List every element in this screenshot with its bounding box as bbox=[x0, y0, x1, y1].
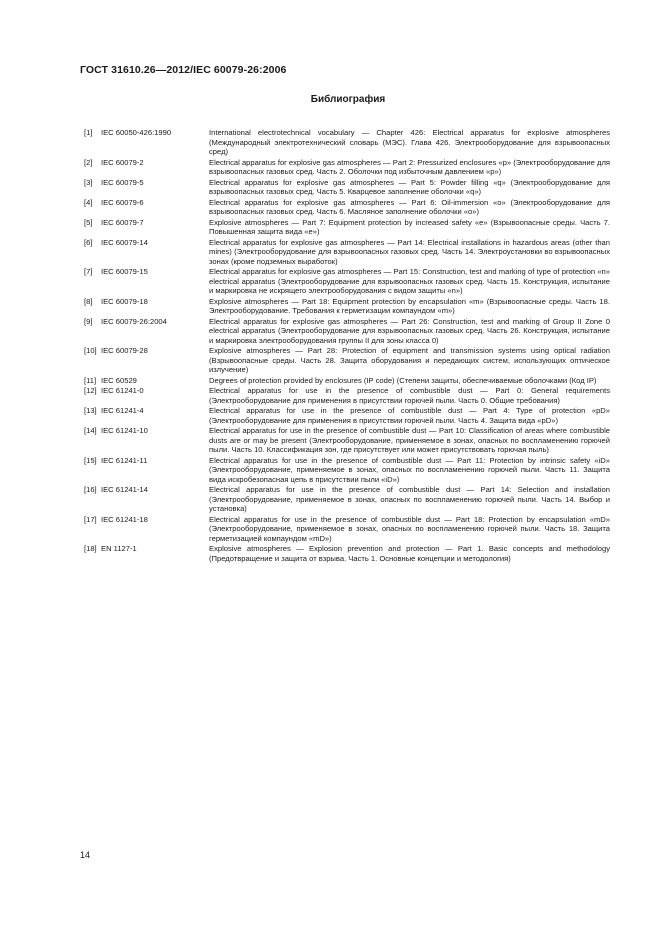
entry-standard-ref: IEC 61241-18 bbox=[101, 514, 148, 524]
entry-number: [5] bbox=[84, 217, 93, 227]
entry-standard-ref: IEC 60079-18 bbox=[101, 296, 148, 306]
entry-standard-ref: IEC 60079-26:2004 bbox=[101, 316, 167, 326]
entry-description: Electrical apparatus for use in the presence of combustible dust — Part 18: Protection by encapsulation «mD» (Электрооборудование, применяемое в зонах, опасных по воспламенению горючей пыли. Часть 18. Защита герметизацией компаундом «mD») bbox=[209, 514, 610, 543]
entry-description: Electrical apparatus for use in the presence of combustible dust — Part 4: Type of protection «pD» (Электрооборудование для применения в присутствии горючей пыли. Часть 4. Защита вида «pD») bbox=[209, 406, 610, 425]
bibliography-entry bbox=[84, 376, 610, 386]
entry-description: Degrees of protection provided by enclosures (IP code) (Степени защиты, обеспечиваемые оболочками (Код IP) bbox=[209, 375, 597, 385]
entry-number: [4] bbox=[84, 197, 93, 207]
entry-standard-ref: IEC 60079-7 bbox=[101, 217, 144, 227]
entry-number: [9] bbox=[84, 316, 93, 326]
entry-description: Electrical apparatus for explosive gas atmospheres — Part 5: Powder filling «q» (Электрооборудование для взрывоопасных газовых сред. Часть 5. Кварцевое заполнение оболочки «q») bbox=[209, 177, 610, 196]
bibliography-entry bbox=[84, 238, 610, 267]
bibliography-entry bbox=[84, 346, 610, 375]
entry-standard-ref: IEC 60079-6 bbox=[101, 197, 144, 207]
entry-description: Explosive atmospheres — Part 28: Protection of equipment and transmission systems using optical radiation (Взрывоопасные среды. Часть 28. Защита оборудования и передающих систем, использующих оптическое излучение) bbox=[209, 346, 610, 374]
entry-number: [2] bbox=[84, 157, 93, 167]
bibliography-entry bbox=[84, 218, 610, 237]
entry-number: [16] bbox=[84, 485, 97, 494]
bibliography-entry bbox=[84, 297, 610, 316]
entry-standard-ref: IEC 61241-10 bbox=[101, 426, 148, 435]
bibliography-entry bbox=[84, 128, 610, 157]
section-title: Библиография bbox=[310, 94, 386, 105]
bibliography-entry bbox=[84, 544, 610, 563]
bibliography-entry bbox=[84, 198, 610, 217]
entry-standard-ref: IEC 61241-0 bbox=[101, 386, 144, 395]
entry-standard-ref: IEC 60079-15 bbox=[101, 267, 148, 276]
entry-number: [12] bbox=[84, 386, 97, 395]
bibliography-entry bbox=[84, 515, 610, 544]
entry-description: Electrical apparatus for explosive gas atmospheres — Part 26: Construction, test and marking of Group II Zone 0 electrical apparatus (Электрооборудование для взрывоопасных газовых сред. Часть 26. Конструкция, испытание и маркировка электрооборудования группы II для зоны класса 0) bbox=[209, 316, 610, 345]
entry-description: Electrical apparatus for explosive gas atmospheres — Part 15: Construction, test and marking of type of protection «n» electrical apparatus (Электрооборудование для взрывоопасных газовых сред. Часть 15. Конструкция, испытание и маркировка не искрящего электрооборудования с видом защиты «n») bbox=[209, 267, 610, 295]
bibliography-entry bbox=[84, 485, 610, 514]
entry-number: [1] bbox=[84, 128, 93, 137]
entry-description: Electrical apparatus for explosive gas atmospheres — Part 14: Electrical installations in hazardous areas (other than mines) (Электрооборудование для взрывоопасных газовых сред. Часть 14. Электроустановки во взрывоопасных зонах (кроме подземных выработок) bbox=[209, 237, 610, 266]
page-number: 14 bbox=[80, 850, 91, 860]
entry-standard-ref: IEC 60079-2 bbox=[101, 157, 144, 167]
entry-number: [14] bbox=[84, 426, 97, 435]
entry-number: [18] bbox=[84, 544, 97, 553]
entry-standard-ref: IEC 61241-11 bbox=[101, 455, 148, 465]
entry-standard-ref: EN 1127-1 bbox=[101, 544, 137, 553]
entry-standard-ref: IEC 61241-4 bbox=[101, 406, 144, 415]
entry-description: Electrical apparatus for use in the presence of combustible dust — Part 0: General requirements (Электрооборудование для применения в присутствии горючей пыли. Часть 0. Общие требования) bbox=[209, 386, 610, 405]
entry-number: [6] bbox=[84, 237, 93, 247]
entry-standard-ref: IEC 60079-14 bbox=[101, 237, 148, 247]
entry-number: [15] bbox=[84, 455, 97, 465]
bibliography-list bbox=[84, 128, 610, 564]
entry-standard-ref: IEC 60079-5 bbox=[101, 177, 144, 187]
entry-description: Electrical apparatus for use in the presence of combustible dust — Part 11: Protection by intrinsic safety «iD» (Электрооборудование, применяемое в зонах, опасных по воспламенению горючей пыли. Часть 11. Защита вида искробезопасная цепь в присутствии пыли «iD») bbox=[209, 455, 610, 484]
bibliography-entry bbox=[84, 386, 610, 405]
entry-description: Explosive atmospheres — Part 18: Equipment protection by encapsulation «m» (Взрывоопасные среды. Часть 18. Электрооборудование. Требования к герметизации компаундом «m») bbox=[209, 296, 610, 315]
entry-number: [8] bbox=[84, 296, 93, 306]
entry-number: [3] bbox=[84, 177, 93, 187]
entry-standard-ref: IEC 61241-14 bbox=[101, 485, 148, 494]
entry-description: Electrical apparatus for explosive gas atmospheres — Part 2: Pressurized enclosures «p» (Электрооборудование для взрывоопасных газовых сред. Часть 2. Оболочки под избыточным давлением «p») bbox=[209, 157, 610, 176]
bibliography-entry bbox=[84, 267, 610, 296]
entry-description: Explosive atmospheres — Explosion prevention and protection — Part 1. Basic concepts and methodology (Предотвращение и защита от взрыва. Часть 1. Основные концепции и методология) bbox=[209, 544, 610, 563]
bibliography-entry bbox=[84, 426, 610, 455]
entry-standard-ref: IEC 60529 bbox=[101, 375, 137, 385]
entry-description: International electrotechnical vocabulary — Chapter 426: Electrical apparatus for explosive atmospheres (Международный электротехнический словарь (МЭС). Глава 426. Электрооборудование для взрывоопасных сред) bbox=[209, 128, 610, 156]
entry-description: Electrical apparatus for use in the presence of combustible dust — Part 14: Selection and installation (Электрооборудование, применяемое в зонах, опасных по воспламенению горючей пыли. Часть 14. Выбор и установка) bbox=[209, 485, 610, 513]
bibliography-entry bbox=[84, 456, 610, 485]
bibliography-entry bbox=[84, 178, 610, 197]
entry-standard-ref: IEC 60050-426:1990 bbox=[101, 128, 172, 137]
bibliography-entry bbox=[84, 406, 610, 425]
bibliography-entry bbox=[84, 317, 610, 346]
entry-description: Electrical apparatus for use in the presence of combustible dust — Part 10: Classification of areas where combustible dusts are or may be present (Электрооборудование, применяемое в зонах, опасных по воспламенению горючей пыли. Часть 10. Классификация зон, где присутствует или может присутствовать горючая пыль) bbox=[209, 426, 610, 454]
entry-number: [13] bbox=[84, 406, 97, 415]
entry-description: Explosive atmospheres — Part 7: Equipment protection by increased safety «e» (Взрывоопасные среды. Часть 7. Повышенная защита вида «e») bbox=[209, 217, 610, 236]
bibliography-entry bbox=[84, 158, 610, 177]
entry-number: [11] bbox=[84, 375, 97, 385]
entry-number: [10] bbox=[84, 346, 97, 355]
entry-number: [17] bbox=[84, 514, 97, 524]
entry-standard-ref: IEC 60079-28 bbox=[101, 346, 148, 355]
entry-description: Electrical apparatus for explosive gas atmospheres — Part 6: Oil-immersion «o» (Электрооборудование для взрывоопасных газовых сред. Часть 6. Масляное заполнение оболочки «o») bbox=[209, 197, 610, 216]
entry-number: [7] bbox=[84, 267, 93, 276]
running-header: ГОСТ 31610.26—2012/IEC 60079-26:2006 bbox=[80, 64, 287, 76]
